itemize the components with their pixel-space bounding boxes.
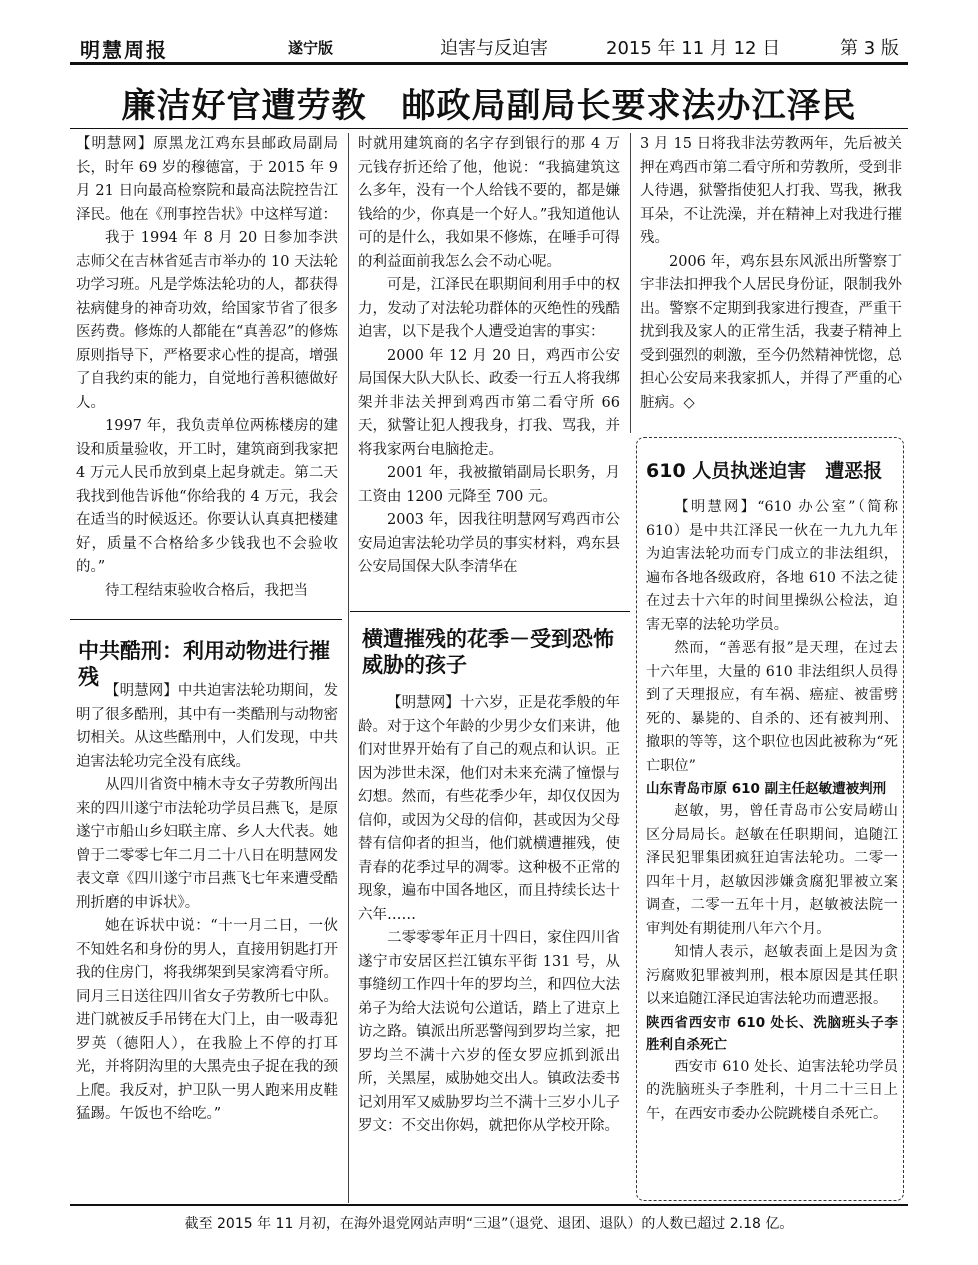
paragraph: 3 月 15 日将我非法劳教两年，先后被关押在鸡西市第二看守所和劳教所，受到非人待遇，狱警指使犯人打我、骂我，揪我耳朵，不让洗澡，并在精神上对我进行摧残。 <box>640 136 902 246</box>
article4-subhead-2: 陕西省西安市 610 处长、洗脑班头子李胜利自杀死亡 <box>646 1014 898 1053</box>
article1-col3 <box>640 133 902 415</box>
edition-label: 遂宁版 <box>288 39 334 57</box>
issue-date: 2015 年 11 月 12 日 <box>606 38 781 59</box>
paragraph: 二零零零年正月十四日，家住四川省遂宁市安居区拦江镇东平街 131 号，从事缝纫工作四十年的罗均兰，和四位大法弟子为给大法说句公道话，踏上了进京上访之路。镇派出所恶警闯到罗均兰家，把罗均兰不满十六岁的侄女罗应抓到派出所，关黑屋，威胁她交出人。镇政法委书记刘用军又威胁罗均兰不满十三岁小儿子罗文：不交出你妈，就把你从学校开除。 <box>358 930 620 1134</box>
article2-body <box>76 680 338 1127</box>
paragraph: 西安市 610 处长、迫害法轮功学员的洗脑班头子李胜利，十月二十三日上午，在西安市委办公院跳楼自杀死亡。 <box>646 1058 898 1122</box>
article4-body <box>646 496 898 1126</box>
article1-col2 <box>358 133 620 580</box>
article3-body <box>358 692 620 1139</box>
section-label: 迫害与反迫害 <box>440 38 548 59</box>
section-rule <box>350 611 630 612</box>
paragraph: 时就用建筑商的名字存到银行的那 4 万元钱存折还给了他，他说：“我搞建筑这么多年，没有一个人给钱不要的，都是嫌钱给的少，你真是一个好人。”我知道他认可的是什么，我如果不修炼，在唾手可得的利益面前我怎么会不动心呢。 <box>358 136 620 270</box>
paragraph: 从四川省资中楠木寺女子劳教所闯出来的四川遂宁市法轮功学员吕燕飞，是原遂宁市船山乡妇联主席、乡人大代表。她曾于二零零七年二月二十八日在明慧网发表文章《四川遂宁市吕燕飞七年来遭受酷刑折磨的申诉状》。 <box>76 777 338 911</box>
paragraph: 赵敏，男，曾任青岛市公安局崂山区分局局长。赵敏在任职期间，追随江泽民犯罪集团疯狂迫害法轮功。二零一四年十月，赵敏因涉嫌贪腐犯罪被立案调查，二零一五年十月，赵敏被法院一审判处有期徒刑八年六个月。 <box>646 803 898 937</box>
paragraph: 【明慧网】原黑龙江鸡东县邮政局副局长，时年 69 岁的穆德富，于 2015 年 9 月 21 日向最高检察院和最高法院控告江泽民。他在《刑事控告状》中这样写道： <box>76 136 338 223</box>
article4-title: 610 人员执迷迫害 遭恶报 <box>646 460 883 482</box>
article3-title: 横遭摧残的花季－受到恐怖威胁的孩子 <box>362 627 614 677</box>
paragraph: 她在诉状中说：“十一月二日，一伙不知姓名和身份的男人，直接用钥匙打开我的住房门，将我绑架到吴家湾看守所。同月三日送往四川省女子劳教所七中队。进门就被反手吊铐在大门上，由一吸毒犯罗英（德阳人），在我脸上不停的打耳光，并将阴沟里的大黑壳虫子捉在我的颈上爬。我反对，护卫队一男人跑来用皮鞋猛踢。午饭也不给吃。” <box>76 918 338 1122</box>
paragraph: 2000 年 12 月 20 日，鸡西市公安局国保大队大队长、政委一行五人将我绑架并非法关押到鸡西市第二看守所 66 天，狱警让犯人搜我身，打我、骂我，并将我家两台电脑抢走。 <box>358 347 620 458</box>
main-headline: 廉洁好官遭劳教 邮政局副局长要求法办江泽民 <box>121 86 857 126</box>
paragraph: 知情人表示，赵敏表面上是因为贪污腐败犯罪被判刑，根本原因是其任职以来追随江泽民迫害法轮功而遭恶报。 <box>646 944 898 1007</box>
paragraph: 待工程结束验收合格后，我把当 <box>105 582 308 599</box>
column-divider <box>348 133 349 1203</box>
footer-note: 截至 2015 年 11 月初，在海外退党网站声明“三退”（退党、退团、退队）的人数已超过 2.18 亿。 <box>184 1216 794 1232</box>
paragraph: 2006 年，鸡东县东风派出所警察丁宇非法扣押我个人居民身份证，限制我外出。警察不定期到我家进行搜查，严重干扰到我及家人的正常生活，我妻子精神上受到强烈的刺激，至今仍然精神恍惚，总担心公安局来我家抓人，并得了严重的心脏病。◇ <box>640 253 902 411</box>
paragraph: 2003 年，因我往明慧网写鸡西市公安局迫害法轮功学员的事实材料，鸡东县公安局国保大队李清华在 <box>358 512 620 575</box>
paragraph: 2001 年，我被撤销副局长职务，月工资由 1200 元降至 700 元。 <box>358 465 620 505</box>
paragraph: 【明慧网】十六岁，正是花季般的年龄。对于这个年龄的少男少女们来讲，他们对世界开始有了自己的观点和认识。正因为涉世未深，他们对未来充满了憧憬与幻想。然而，有些花季少年，却仅仅因为信仰，或因为父母的信仰，甚或因为父母替有信仰者的担当，他们就横遭摧残，使青春的花季过早的凋零。这种极不正常的现象，遍布中国各地区，而且持续长达十六年…… <box>358 695 620 923</box>
paragraph: 【明慧网】“610 办公室”（简称 610）是中共江泽民一伙在一九九九年为迫害法轮功而专门成立的非法组织，遍布各地各级政府，各地 610 不法之徒在过去十六年的时间里操纵公检法，迫害无辜的法轮功学员。 <box>646 499 898 633</box>
headline-rule <box>70 128 908 129</box>
paragraph: 可是，江泽民在职期间利用手中的权力，发动了对法轮功群体的灭绝性的残酷迫害，以下是我个人遭受迫害的事实： <box>358 277 620 340</box>
paragraph: 然而，“善恶有报”是天理，在过去十六年里，大量的 610 非法组织人员得到了天理报应，有车祸、癌症、被雷劈死的、暴毙的、自杀的、还有被判刑、撤职的等等，这个职位也因此被称为“死亡职位” <box>646 640 898 774</box>
footer-rule <box>70 1204 908 1206</box>
article4-subhead-1: 山东青岛市原 610 副主任赵敏遭被判刑 <box>646 781 887 797</box>
article1-col1 <box>76 133 338 603</box>
paragraph: 我于 1994 年 8 月 20 日参加李洪志师父在吉林省延吉市举办的 10 天法轮功学习班。凡是学炼法轮功的人，都获得祛病健身的神奇功效，给国家节省了很多医药费。修炼的人都能在“真善忍”的修炼原则指导下，严格要求心性的提高，增强了自我约束的能力，自觉地行善积德做好人。 <box>76 230 338 411</box>
section-rule <box>70 619 342 620</box>
page-number: 第 3 版 <box>840 38 899 59</box>
article2-title: 中共酷刑：利用动物进行摧残 <box>78 639 330 689</box>
paragraph: 1997 年，我负责单位两栋楼房的建设和质量验收，开工时，建筑商到我家把 4 万元人民币放到桌上起身就走。第二天我找到他告诉他“你给我的 4 万元，我会在适当的时候返还。你要认认真真把楼建好，质量不合格给多少钱我也不会验收的。” <box>76 418 338 575</box>
paper-name: 明慧周报 <box>80 38 168 62</box>
masthead-rule <box>70 62 908 65</box>
column-divider <box>630 133 631 433</box>
masthead <box>70 30 900 62</box>
paragraph: 【明慧网】中共迫害法轮功期间，发明了很多酷刑，其中有一类酷刑与动物密切相关。从这些酷刑中，人们发现，中共迫害法轮功完全没有底线。 <box>76 683 338 770</box>
